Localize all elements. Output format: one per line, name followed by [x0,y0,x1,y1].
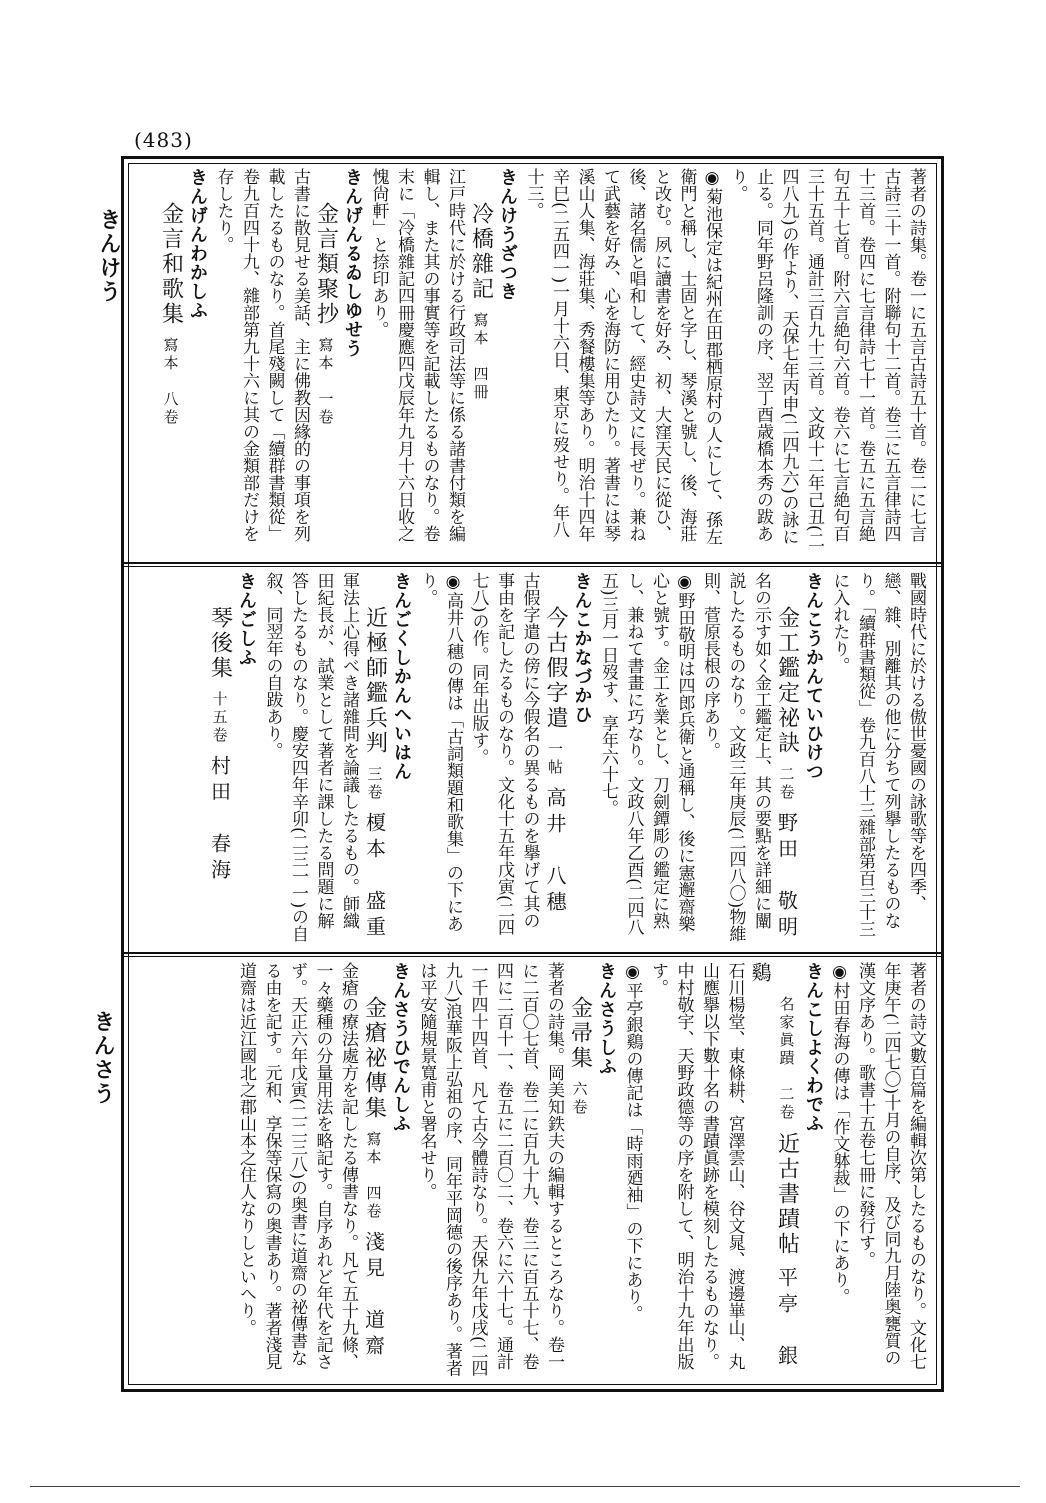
entry-title-line [363,572,388,942]
entry-title: 冷橋雜記 [468,202,494,302]
entry-title-line [543,572,568,917]
entry-title-line [362,962,387,1361]
entry-text: ◉平亭銀鷄の傳記は「時雨廼袖」の下にあり。 [622,962,643,1322]
entry-title-line [748,962,800,1371]
entry-volume: 寫本 四卷 [364,1131,383,1221]
index-label-top: きんけう [96,208,122,304]
entry-author: 平亭 銀鷄 [748,962,799,1371]
entry-heading: きんこかなづかひ [571,572,593,724]
entry-volume: 二卷 [777,766,796,802]
entry-volume: 名家眞蹟 二卷 [777,996,796,1122]
entry-text: ◉高井八穗の傳は「古詞類題和歌集」の下にあり。 [417,572,463,932]
entry-text: 金瘡の療法處方を記したる傳書なり。凡て五十九條、一々藥種の分量用法を略記す。自序あれど年代を記さず。天正六年戊寅(二二三八)の奥書に道齋の祕傳書なる由を記す。元和、享保等保寫の奥書あり。著者淺見道齋は近江國北之郡山本之住人なりしといへり。 [236,962,358,1370]
entry-title: 金言類聚抄 [313,202,339,327]
index-label-bottom: きんさう [90,1010,116,1106]
entry-text: 著者の詩集。卷一に五言古詩五十首。卷二に七言古詩三十一首。附聯句十二首。卷三に五言律詩四十三首。卷四に七言律詩七十一首。卷五に五言絶句五十七首。附六言絶句六首。卷六に七言絶句百三十五首。通計三百九十三首。文政十二年己丑(二四八九)の作より、天保七年丙申(二四九六)の詠に止る。同年野呂隆訓の序、翌丁酉歳橋本秀の跋あり。 [727,168,926,549]
entry-title: 金瘡祕傳集 [361,996,387,1121]
entry-text: 石川楊堂、東條耕、宮澤雲山、谷文晁、渡邊崋山、丸山應擧以下數十名の書蹟眞跡を模刻したるものなり。中村敬宇、天野政德等の序を附して、明治十九年出版す。 [648,962,745,1370]
band-bottom [140,962,928,1380]
entry-heading: きんごしふ [236,572,257,667]
entry-text: ◉野田敬明は四郎兵衛と通稱し、後に憲邂齋樂心と號す。金工を業とし、刀劍鐔彫の鑑定に熟し、兼ねて書畫に巧なり。文政八年乙酉(二四八五)三月一日歿す、享年六十七。 [598,572,695,936]
entry-volume: 一帖 [546,741,564,777]
entry-heading: きんさうひでんしふ [390,962,411,1133]
entry-author: 野田 敬明 [774,812,799,942]
entry-heading: きんさうしふ [596,962,617,1076]
entry-heading: きんごくしかんへいはん [391,572,412,781]
entry-heading: きんげんるゐしゆせう [342,168,363,358]
entry-text: 著者の詩集。岡美知鉄夫の編輯するところなり。卷一に二百〇七首、卷二に百九十九、卷三に百五十七、卷四に二百十一、卷五に二百〇二、卷六に六十七。通計一千四十四首、凡て古今體詩なり。天保九年戊戌(二四九八)浪華阪上弘祖の序、同年平岡德の後序あり。著者は平安隨規景寬甫と署名せり。 [416,962,564,1377]
entry-heading: きんこしよくわでふ [803,962,824,1133]
scan-edge-line [30,1486,1020,1487]
entry-title: 近古書蹟帖 [774,1132,800,1257]
entry-title: 近極師鑑兵判 [362,606,388,756]
entry-text: ◉菊池保定は紀州在田郡栖原村の人にして、孫左衛門と稱し、士固と字し、琴溪と號し、後、海莊と改む。夙に讀書を好み、初、大窪天民に從ひ、後、諸名儒と唱和して、經史詩文に長ぜり。兼ねて武藝を好み、心を海防に用ひたり。著書には琴溪山人集、海莊集、秀餐樓集等あり。明治十四年辛巳(二五四一)一月十六日、東京に歿せり。年八十三。 [523,168,722,545]
entry-text: 古書に散見せる美話、主に佛教因緣的の事項を列載したるものなり。首尾殘闕して「續群書類從」卷九百四十九、雜部第九十六に其の金類部だけを存したり。 [213,168,310,542]
entry-title: 今古假字遣 [543,606,568,731]
band-top [140,168,928,552]
entry-author: 高井 八穗 [543,787,567,917]
entry-heading: きんげんわかしふ [187,168,208,320]
entry-heading: きんこうかんていひけつ [803,572,824,781]
band-divider-1 [124,562,941,564]
entry-text: 江戸時代に於ける行政司法等に係る諸書付類を編輯し、また其の事實等を記載したるものなり。卷末に「冷橋雜記四冊慶應四戊辰年九月十六日收之愧尙軒」と捺印あり。 [368,168,465,542]
band-divider-2 [124,952,941,954]
entry-heading: きんけうざつき [497,168,518,301]
entry-title: 金言和歌集 [158,202,184,327]
entry-title-line [775,572,800,942]
entry-text: 軍法上心得べき諸雜問を論議したるもの。師織田紀長が、試業として著者に課したる問題に解答したるものなり。慶安四年辛卯(二三一一)の自叙、同翌年の自跋あり。 [262,572,359,943]
entry-title-line [208,572,233,885]
entry-author: 淺見 道齋 [361,1231,386,1361]
entry-author: 村田 春海 [207,755,232,885]
entry-title-line [469,168,494,402]
entry-text: ◉村田春海の傳は「作文躰裁」の下にあり。 [829,962,850,1305]
entry-text: 名の示す如く金工鑑定上、其の要點を詳細に闡説したるものなり。文政三年庚辰(二四八〇)物維則、菅原長根の序あり。 [700,572,771,943]
band-middle [140,572,928,944]
entry-title-line [159,168,184,427]
entry-title: 金帚集 [567,996,593,1071]
entry-title: 金工鑑定祕訣 [774,606,800,756]
entry-text: 著者の詩文數百篇を編輯次第したるものなり。文化七年庚午(二四七〇)十月の自序、及び同九月陸奥甕質の漢文序あり。歌書十五卷七冊に發行す。 [855,962,926,1370]
entry-author: 榎本 盛重 [362,812,387,942]
entry-volume: 十五卷 [210,691,229,745]
entry-text: 戰國時代に於ける傲世憂國の詠歌等を四季、戀、雜、別離其の他に分ちて列擧したるものなり。「續群書類從」卷九百八十三雜部第百三十三に入れたり。 [829,572,926,938]
page-number: (483) [134,128,193,152]
entry-volume: 六卷 [570,1081,589,1117]
entry-title-line [314,168,339,427]
entry-volume: 寫本 八卷 [161,337,180,427]
entry-volume: 三卷 [365,766,384,802]
entry-title: 琴後集 [207,606,233,681]
entry-title-line [568,962,593,1117]
entry-text: 古假字遣の傍に今假名の異るものを擧げて其の事由を記したるものなり。文化十五年戊寅(二四七八)の作。同年出版す。 [468,572,540,936]
entry-volume: 寫本 一卷 [316,337,335,427]
entry-volume: 寫本 四冊 [471,312,490,402]
